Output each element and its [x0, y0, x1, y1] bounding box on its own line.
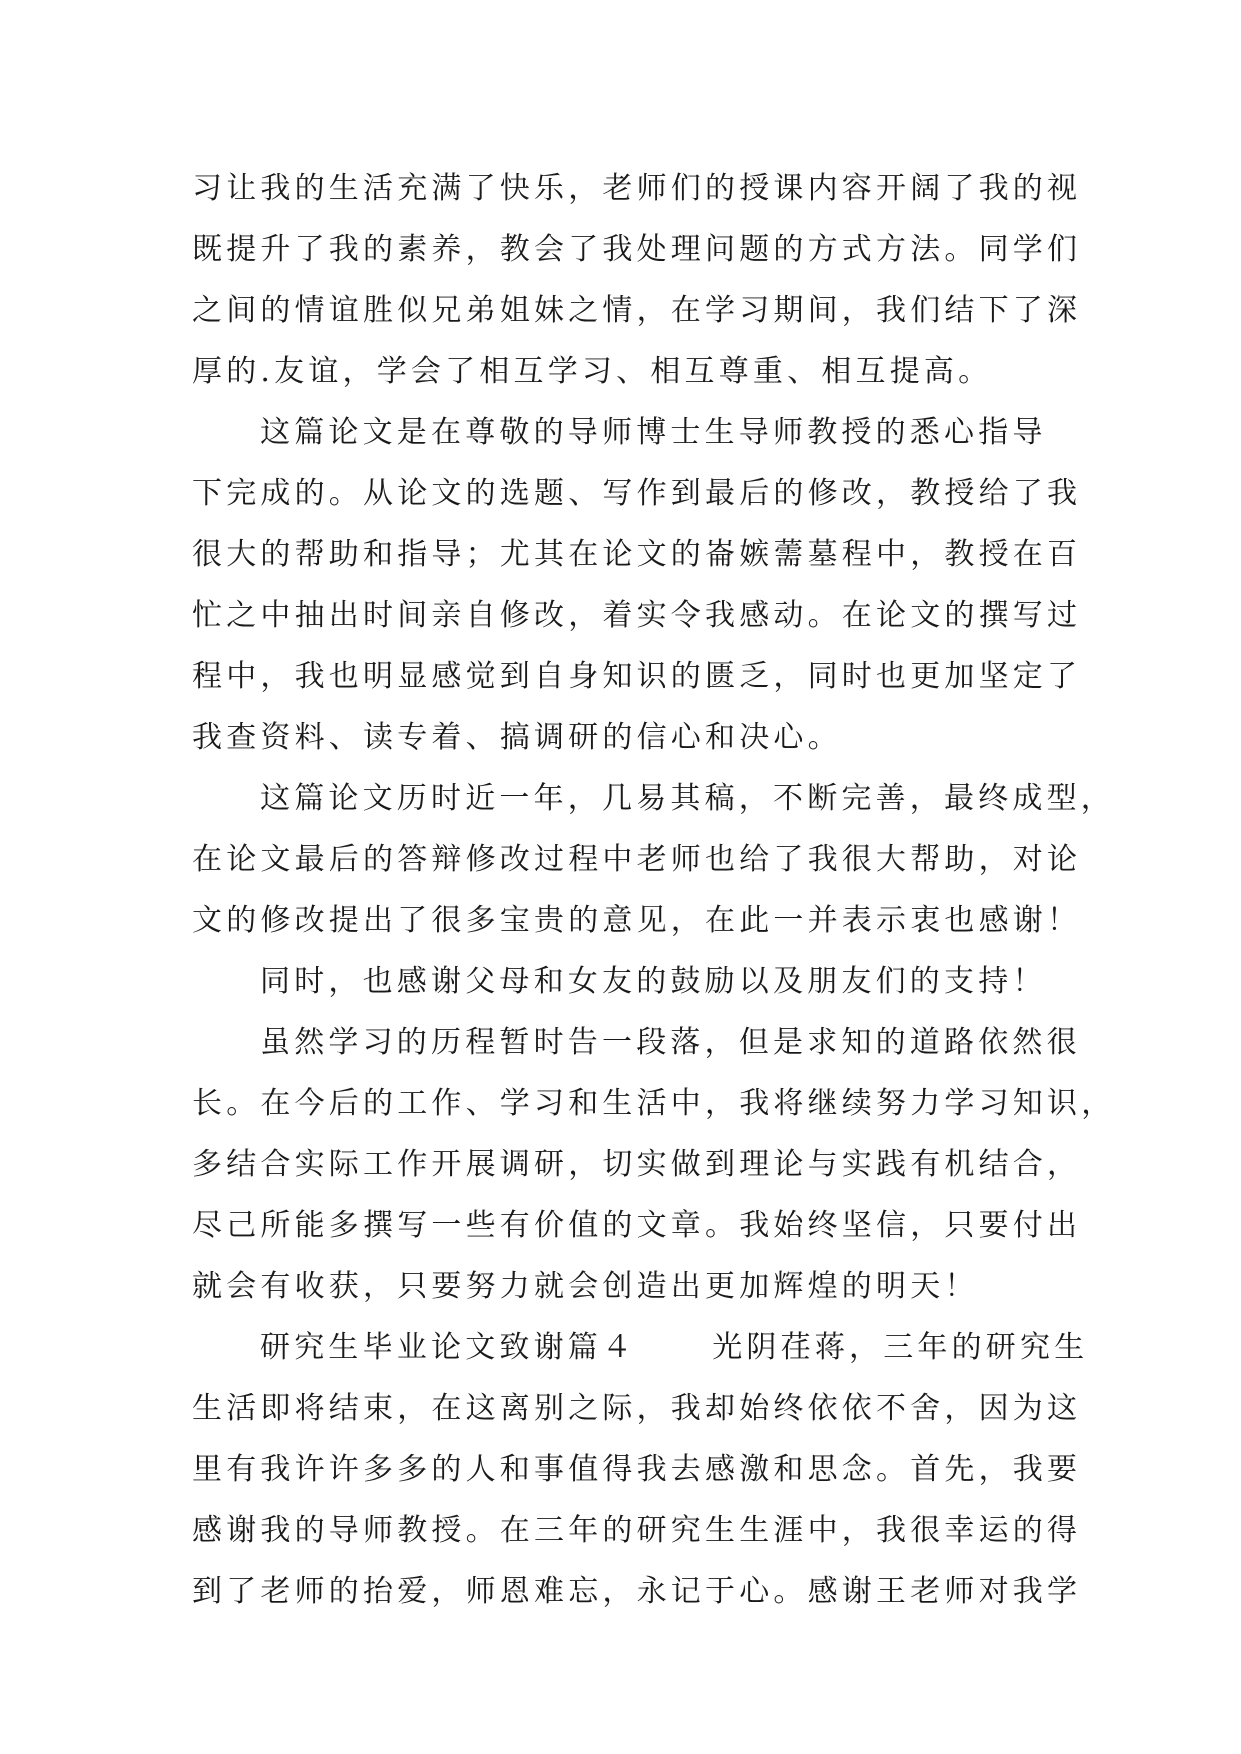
text-line: 多结合实际工作开展调研，切实做到理论与实践有机结合， — [192, 1147, 1082, 1182]
section-heading-line — [192, 1317, 1089, 1378]
text-line: 生活即将结束，在这离别之际，我却始终依依不舍，因为这 — [192, 1391, 1082, 1426]
text-line: 厚的.友谊，学会了相互学习、相互尊重、相互提高。 — [192, 354, 993, 389]
text-line: 忙之中抽出时间亲自修改，着实令我感动。在论文的撰写过 — [192, 598, 1082, 633]
text-line: 尽己所能多撰写一些有价值的文章。我始终坚信，只要付出 — [192, 1208, 1082, 1243]
text-line: 感谢我的导师教授。在三年的研究生生涯中，我很幸运的得 — [192, 1513, 1082, 1548]
text-line: 之间的情谊胜似兄弟姐妹之情，在学习期间，我们结下了深 — [192, 293, 1082, 328]
text-line: 就会有收获，只要努力就会创造出更加辉煌的明天！ — [192, 1269, 979, 1304]
text-line: 程中，我也明显感觉到自身知识的匮乏，同时也更加坚定了 — [192, 659, 1082, 694]
text-line: 在论文最后的答辩修改过程中老师也给了我很大帮助，对论 — [192, 842, 1082, 877]
text-line: 文的修改提出了很多宝贵的意见，在此一并表示衷也感谢！ — [192, 903, 1082, 938]
paragraph-start-line: 虽然学习的历程暂时告一段落，但是求知的道路依然很 — [260, 1025, 1081, 1060]
text-line: 既提升了我的素养，教会了我处理问题的方式方法。同学们 — [192, 232, 1082, 267]
body-text — [192, 158, 1116, 1622]
text-line: 我查资料、读专着、搞调研的信心和决心。 — [192, 720, 842, 755]
text-line: 到了老师的抬爱，师恩难忘，永记于心。感谢王老师对我学 — [192, 1574, 1082, 1609]
paragraph-start-line: 同时，也感谢父母和女友的鼓励以及朋友们的支持！ — [260, 964, 1047, 999]
text-line: 下完成的。从论文的选题、写作到最后的修改，教授给了我 — [192, 476, 1082, 511]
text-line: 很大的帮助和指导；尤其在论文的崙嫉薷墓程中，教授在百 — [192, 537, 1082, 572]
paragraph-start-line: 这篇论文历时近一年，几易其稿，不断完善，最终成型， — [260, 781, 1115, 816]
section-heading: 研究生毕业论文致谢篇４ — [260, 1330, 637, 1365]
section-opening-text: 光阴荏蒋，三年的研究生 — [712, 1330, 1089, 1365]
paragraph-start-line: 这篇论文是在尊敬的导师博士生导师教授的悉心指导 — [260, 415, 1047, 450]
text-line: 里有我许许多多的人和事值得我去感激和思念。首先，我要 — [192, 1452, 1082, 1487]
text-line: 长。在今后的工作、学习和生活中，我将继续努力学习知识， — [192, 1086, 1116, 1121]
text-line: 习让我的生活充满了快乐，老师们的授课内容开阔了我的视 — [192, 171, 1082, 206]
